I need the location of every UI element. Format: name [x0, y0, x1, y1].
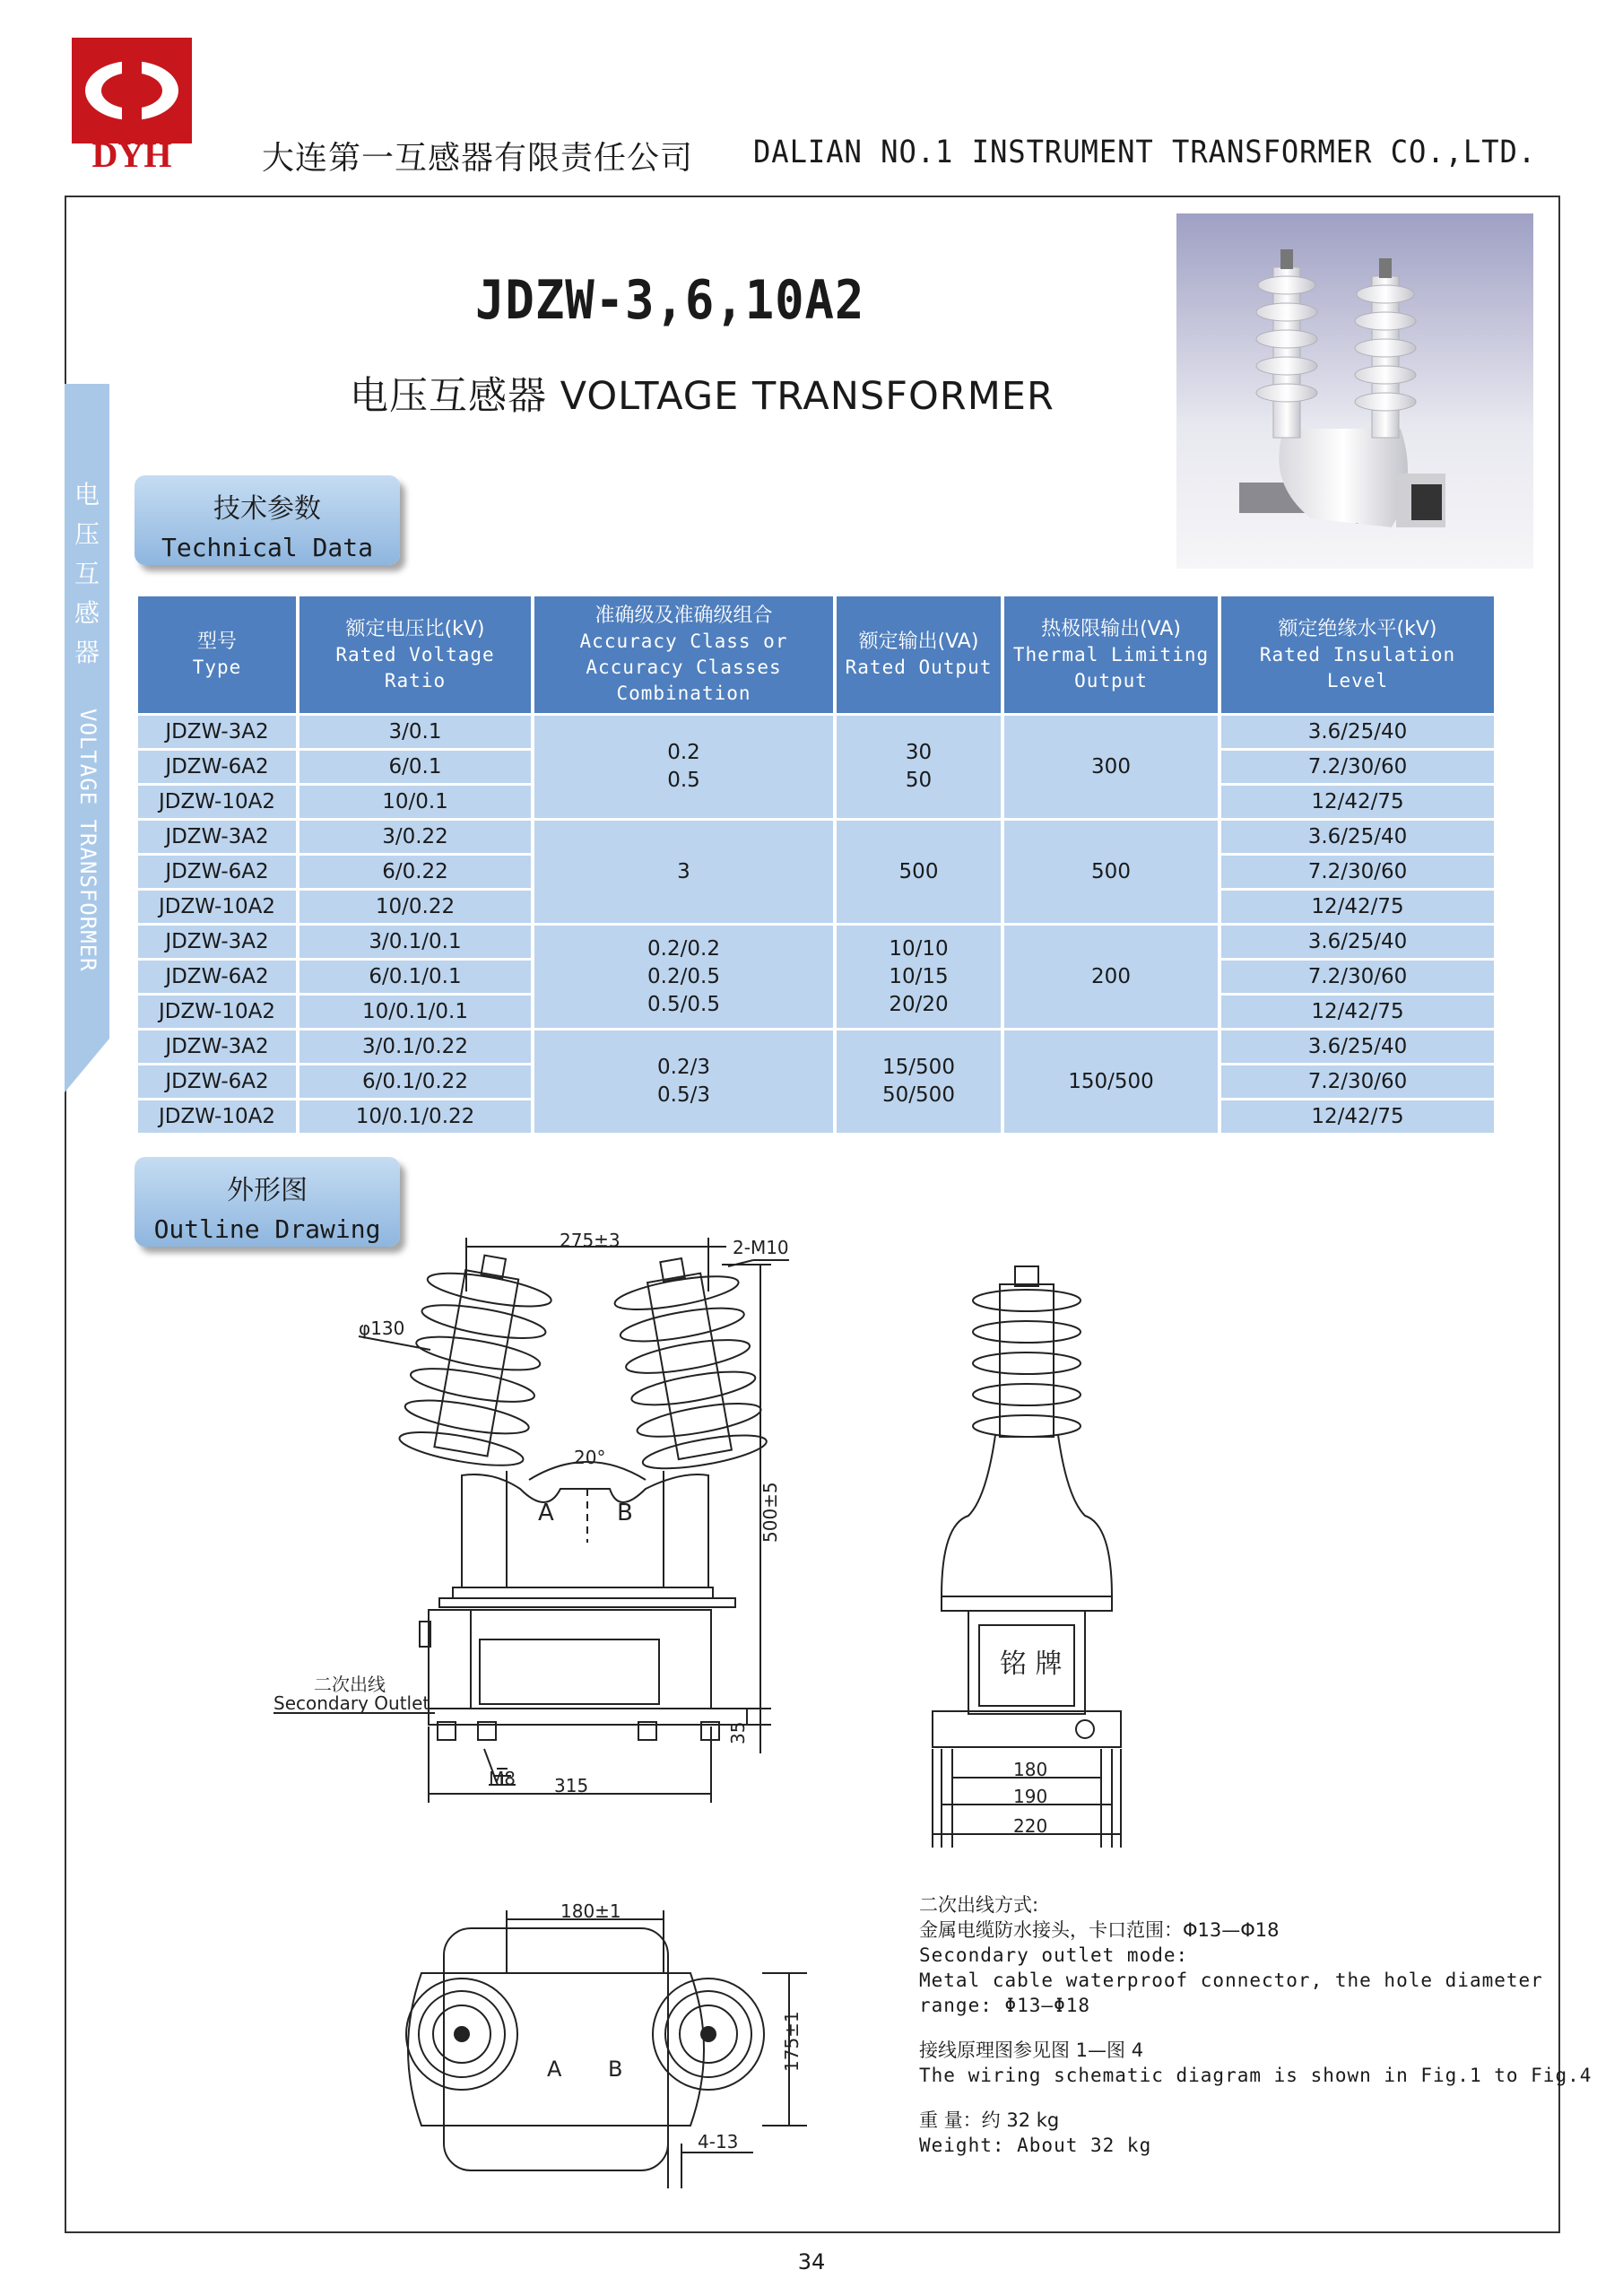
dyh-logo [70, 36, 194, 170]
dim-35: 35 [727, 1721, 749, 1744]
secondary-outlet-cn: 二次出线 [314, 1674, 386, 1695]
terminal-b: B [617, 1500, 633, 1526]
table-row [138, 1031, 1494, 1063]
dim-phi130: φ130 [359, 1318, 405, 1339]
dim-500: 500±5 [759, 1482, 781, 1543]
top-terminal-a: A [547, 2057, 562, 2082]
page-number: 34 [797, 2249, 826, 2274]
company-name-en: DALIAN NO.1 INSTRUMENT TRANSFORMER CO.,LTD. [753, 135, 1537, 170]
cell-ratio: 6/0.1/0.22 [299, 1065, 531, 1098]
cell-thermal: 500 [1004, 821, 1218, 923]
dim-175-1: 175±1 [781, 2011, 803, 2072]
cell-accuracy: 3 [534, 821, 833, 923]
cell-ratio: 10/0.1/0.22 [299, 1100, 531, 1133]
dim-180: 180 [1013, 1759, 1048, 1780]
cell-insulation: 3.6/25/40 [1221, 926, 1494, 958]
cell-ratio: 3/0.1 [299, 716, 531, 748]
side-tab-label-cn: 电压互感器 [74, 480, 100, 667]
product-photo [1176, 213, 1533, 569]
dim-190: 190 [1013, 1786, 1048, 1807]
cell-insulation: 3.6/25/40 [1221, 821, 1494, 853]
dim-220: 220 [1013, 1815, 1048, 1837]
note-secondary-mode-cn: 二次出线方式: [919, 1894, 1039, 1916]
cell-insulation: 12/42/75 [1221, 1100, 1494, 1133]
cell-insulation: 7.2/30/60 [1221, 961, 1494, 993]
cell-type: JDZW-10A2 [138, 891, 296, 923]
header-thermal-output: 热极限输出(VA) Thermal Limiting Output [1004, 596, 1218, 713]
cell-type: JDZW-6A2 [138, 856, 296, 888]
header-insulation: 额定绝缘水平(kV) Rated Insulation Level [1221, 596, 1494, 713]
cell-type: JDZW-6A2 [138, 961, 296, 993]
note-connector-cn: 金属电缆防水接头，卡口范围：Φ13—Φ18 [919, 1919, 1280, 1941]
table-row [138, 716, 1494, 748]
dim-275: 275±3 [560, 1230, 621, 1251]
product-title: 电压互感器 VOLTAGE TRANSFORMER [350, 374, 1055, 419]
dim-315: 315 [554, 1775, 589, 1796]
table-header-row [138, 596, 1494, 713]
cell-type: JDZW-3A2 [138, 1031, 296, 1063]
note-secondary-mode-en: Secondary outlet mode: [919, 1944, 1189, 1966]
cell-ratio: 6/0.1 [299, 751, 531, 783]
cell-accuracy: 0.2/0.2 0.2/0.5 0.5/0.5 [534, 926, 833, 1028]
technical-data-table [135, 594, 1497, 1135]
angle-label: 20° [574, 1447, 606, 1468]
header-voltage-ratio: 额定电压比(kV) Rated Voltage Ratio [299, 596, 531, 713]
cell-insulation: 7.2/30/60 [1221, 1065, 1494, 1098]
header-type: 型号 Type [138, 596, 296, 713]
cell-insulation: 12/42/75 [1221, 891, 1494, 923]
cell-output: 15/500 50/500 [837, 1031, 1001, 1133]
header-rated-output: 额定输出(VA) Rated Output [837, 596, 1001, 713]
cell-ratio: 6/0.22 [299, 856, 531, 888]
cell-insulation: 7.2/30/60 [1221, 856, 1494, 888]
cell-thermal: 300 [1004, 716, 1218, 818]
ground-label: M8 [489, 1768, 516, 1789]
cell-insulation: 12/42/75 [1221, 996, 1494, 1028]
note-wiring-cn: 接线原理图参见图 1—图 4 [919, 2039, 1144, 2061]
cell-insulation: 7.2/30/60 [1221, 751, 1494, 783]
company-name-cn: 大连第一互感器有限责任公司 [262, 140, 694, 177]
header-accuracy: 准确级及准确级组合 Accuracy Class or Accuracy Classes Combination [534, 596, 833, 713]
cell-type: JDZW-10A2 [138, 1100, 296, 1133]
cell-thermal: 150/500 [1004, 1031, 1218, 1133]
note-connector-en-2: range: Φ13—Φ18 [919, 1995, 1091, 2016]
dim-2m10: 2-M10 [733, 1237, 789, 1258]
cell-ratio: 3/0.1/0.22 [299, 1031, 531, 1063]
cell-insulation: 3.6/25/40 [1221, 716, 1494, 748]
cell-ratio: 3/0.1/0.1 [299, 926, 531, 958]
cell-type: JDZW-6A2 [138, 1065, 296, 1098]
side-tab-label-en: VOLTAGE TRANSFORMER [75, 709, 100, 972]
cell-ratio: 10/0.1 [299, 786, 531, 818]
cell-output: 10/10 10/15 20/20 [837, 926, 1001, 1028]
cell-accuracy: 0.2 0.5 [534, 716, 833, 818]
cell-ratio: 3/0.22 [299, 821, 531, 853]
dim-4-13: 4-13 [698, 2131, 739, 2152]
model-title: JDZW-3,6,10A2 [475, 269, 865, 332]
cell-type: JDZW-3A2 [138, 926, 296, 958]
cell-accuracy: 0.2/3 0.5/3 [534, 1031, 833, 1133]
cell-ratio: 10/0.1/0.1 [299, 996, 531, 1028]
note-wiring-en: The wiring schematic diagram is shown in Fig.1 to Fig.4 [919, 2065, 1593, 2086]
cell-type: JDZW-10A2 [138, 786, 296, 818]
nameplate-label: 铭 牌 [1000, 1648, 1063, 1680]
cell-ratio: 6/0.1/0.1 [299, 961, 531, 993]
top-terminal-b: B [608, 2057, 623, 2082]
cell-type: JDZW-10A2 [138, 996, 296, 1028]
note-weight-cn: 重 量：约 32 kg [919, 2109, 1060, 2131]
notes-block [919, 1892, 1592, 2158]
note-weight-en: Weight: About 32 kg [919, 2135, 1152, 2156]
logo-text: DYH [91, 135, 172, 170]
outline-drawing-label: 外形图 Outline Drawing [135, 1157, 400, 1247]
terminal-a: A [538, 1500, 554, 1526]
secondary-outlet-en: Secondary Outlet [273, 1692, 430, 1714]
technical-data-label: 技术参数 Technical Data [135, 475, 400, 565]
cell-ratio: 10/0.22 [299, 891, 531, 923]
cell-type: JDZW-3A2 [138, 716, 296, 748]
cell-thermal: 200 [1004, 926, 1218, 1028]
cell-insulation: 3.6/25/40 [1221, 1031, 1494, 1063]
table-row [138, 926, 1494, 958]
dim-180-1: 180±1 [560, 1900, 621, 1922]
cell-output: 30 50 [837, 716, 1001, 818]
cell-output: 500 [837, 821, 1001, 923]
note-connector-en-1: Metal cable waterproof connector, the hole diameter [919, 1970, 1543, 1991]
cell-type: JDZW-3A2 [138, 821, 296, 853]
table-row [138, 821, 1494, 853]
cell-insulation: 12/42/75 [1221, 786, 1494, 818]
cell-type: JDZW-6A2 [138, 751, 296, 783]
